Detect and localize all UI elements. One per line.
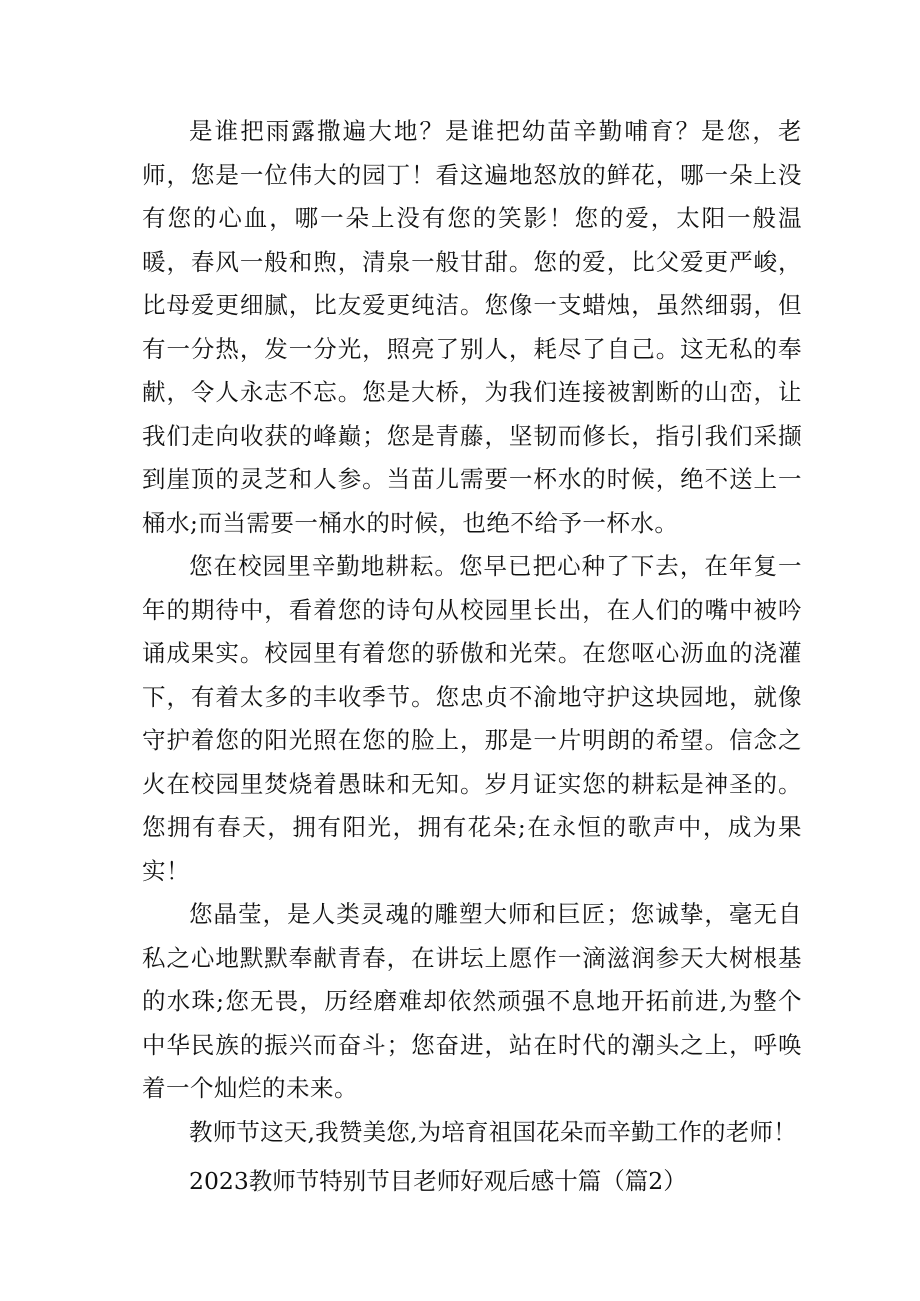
document-body	[142, 110, 802, 1204]
paragraph-3: 您晶莹，是人类灵魂的雕塑大师和巨匠；您诚挚，毫无自私之心地默默奉献青春，在讲坛上愿作一滴滋润参天大树根基的水珠;您无畏，历经磨难却依然顽强不息地开拓前进,为整个中华民族的振兴而奋斗；您奋进，站在时代的潮头之上，呼唤着一个灿烂的未来。	[142, 900, 802, 1102]
paragraph-2: 您在校园里辛勤地耕耘。您早已把心种了下去，在年复一年的期待中，看着您的诗句从校园里长出，在人们的嘴中被吟诵成果实。校园里有着您的骄傲和光荣。在您呕心沥血的浇灌下，有着太多的丰收季节。您忠贞不渝地守护这块园地，就像守护着您的阳光照在您的脸上，那是一片明朗的希望。信念之火在校园里焚烧着愚昧和无知。岁月证实您的耕耘是神圣的。您拥有春天，拥有阳光，拥有花朵;在永恒的歌声中，成为果实！	[142, 552, 802, 885]
section-heading: 2023教师节特别节目老师好观后感十篇（篇2）	[189, 1167, 687, 1195]
paragraph-1: 是谁把雨露撒遍大地？是谁把幼苗辛勤哺育？是您，老师，您是一位伟大的园丁！看这遍地怒放的鲜花，哪一朵上没有您的心血，哪一朵上没有您的笑影！您的爱，太阳一般温暖，春风一般和煦，清泉一般甘甜。您的爱，比父爱更严峻，比母爱更细腻，比友爱更纯洁。您像一支蜡烛，虽然细弱，但有一分热，发一分光，照亮了别人，耗尽了自己。这无私的奉献，令人永志不忘。您是大桥，为我们连接被割断的山峦，让我们走向收获的峰巅；您是青藤，坚韧而修长，指引我们采撷到崖顶的灵芝和人参。当苗儿需要一杯水的时候，绝不送上一桶水;而当需要一桶水的时候，也绝不给予一杯水。	[142, 117, 802, 537]
closing-line: 教师节这天,我赞美您,为培育祖国花朵而辛勤工作的老师！	[189, 1117, 797, 1146]
